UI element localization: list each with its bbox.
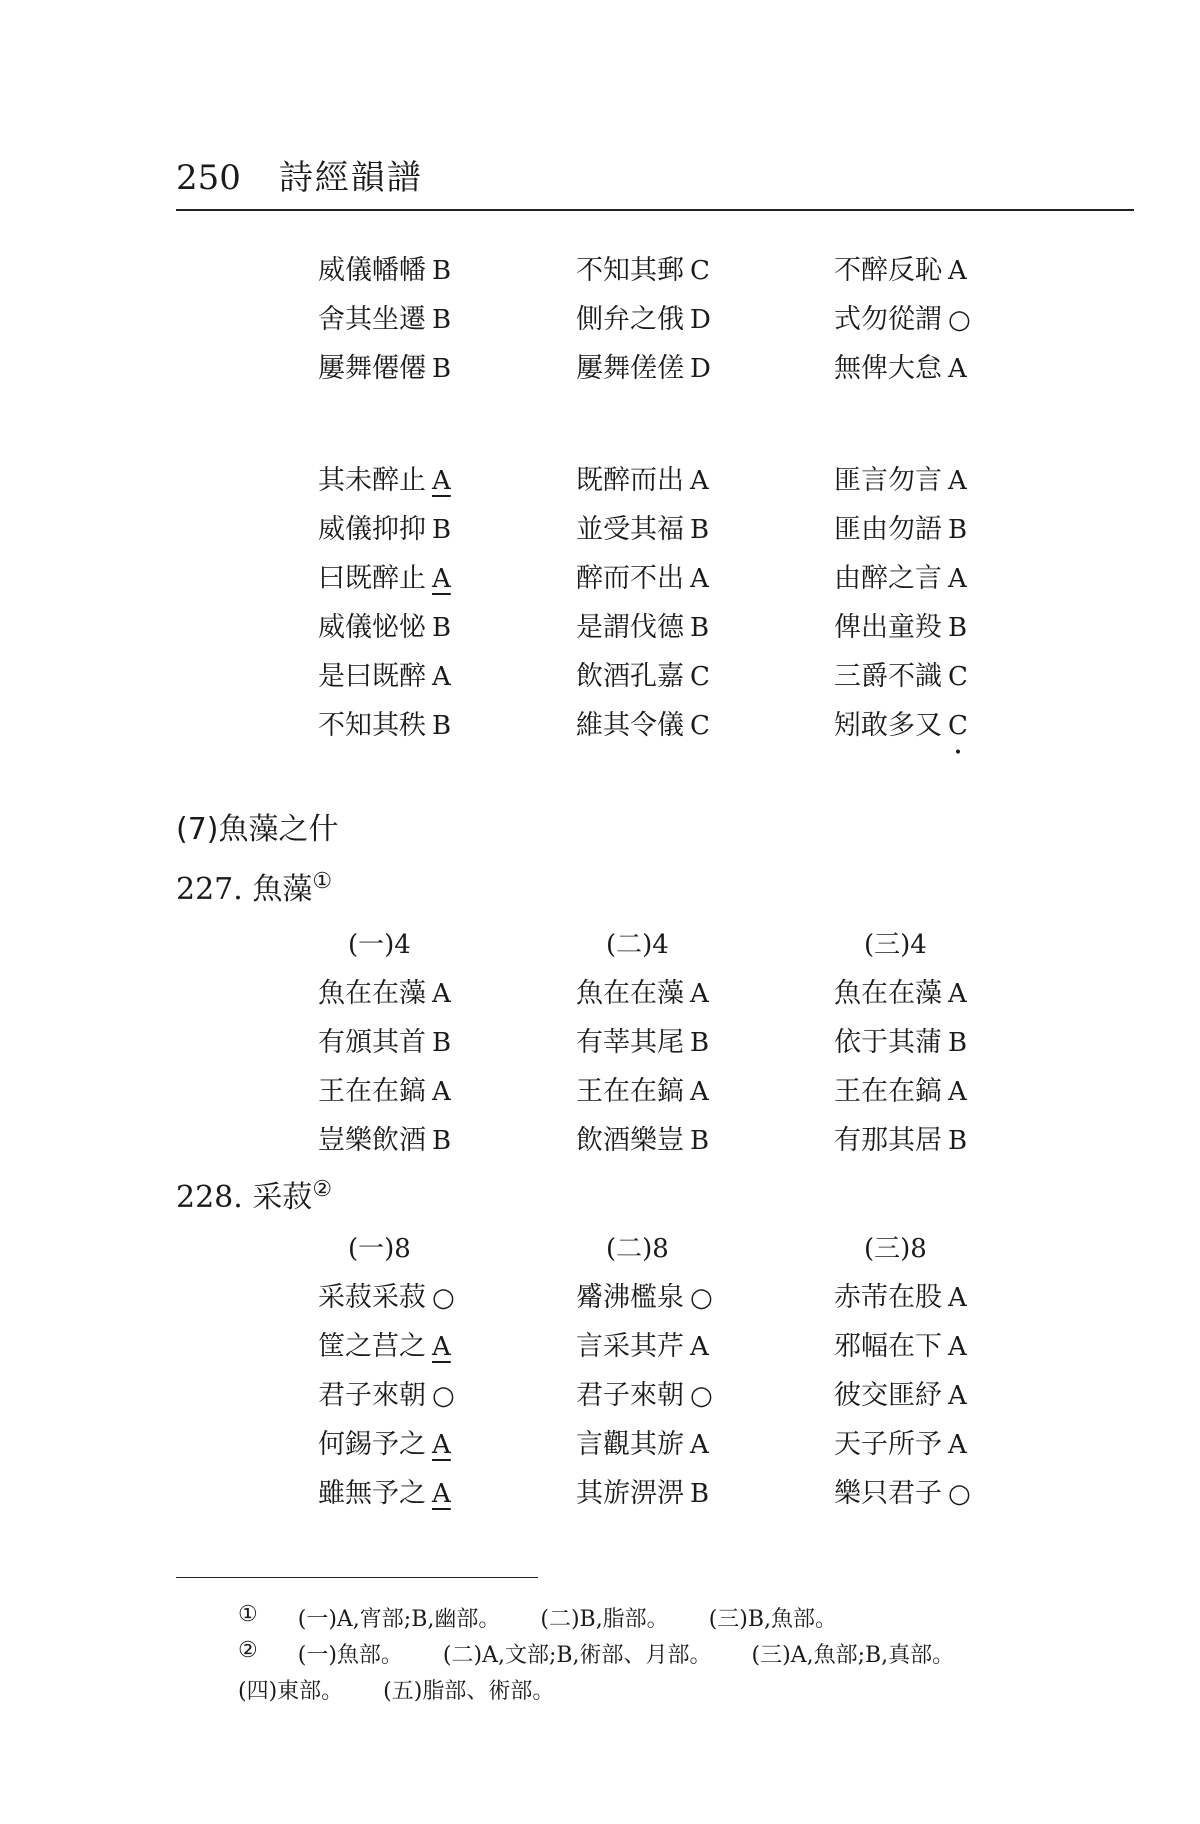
footnote-segment: (三)B,魚部。 xyxy=(708,1607,838,1632)
verse-row xyxy=(318,1064,1098,1113)
rhyme-group-label: A xyxy=(690,564,709,594)
verse-text: 是曰既醉 xyxy=(318,661,426,692)
verse-text: 天子所予 xyxy=(834,1429,942,1460)
rhyme-group-label: ○ xyxy=(690,1283,713,1313)
verse-text: 筐之莒之 xyxy=(318,1331,426,1362)
rhyme-group-label: A xyxy=(690,1332,709,1362)
poem-228-table xyxy=(318,1222,1098,1515)
page-number: 250 xyxy=(176,158,241,198)
verse-text: 其未醉止 xyxy=(318,465,426,496)
verse-text: 魚在在藻 xyxy=(318,978,426,1009)
verse-text: 豈樂飲酒 xyxy=(318,1125,426,1156)
verse-row xyxy=(318,453,1098,502)
rhyme-group-label: ○ xyxy=(948,1479,971,1509)
verse-text: 威儀抑抑 xyxy=(318,514,426,545)
verse-text: 不知其郵 xyxy=(576,255,684,286)
stanza-header: (三)4 xyxy=(864,929,927,960)
poem-227-note-mark: ① xyxy=(312,869,333,894)
rhyme-group-label: A xyxy=(948,564,967,594)
verse-text: 樂只君子 xyxy=(834,1478,942,1509)
verse-line xyxy=(834,346,1092,385)
rhyme-group-label: B xyxy=(432,1126,452,1156)
rhyme-group-label: B xyxy=(432,613,452,643)
verse-text: 有莘其尾 xyxy=(576,1027,684,1058)
verse-row xyxy=(318,649,1098,698)
verse-line xyxy=(576,556,834,595)
footnote-segment: ① xyxy=(238,1602,258,1627)
verse-line xyxy=(318,556,576,595)
verse-row xyxy=(318,551,1098,600)
rhyme-group-label: A xyxy=(432,1479,451,1509)
verse-text: 屢舞僊僊 xyxy=(318,353,426,384)
verse-line xyxy=(318,703,576,742)
verse-text: 不知其秩 xyxy=(318,710,426,741)
verse-text: 俾出童羖 xyxy=(834,612,942,643)
verse-text: 匪由勿語 xyxy=(834,514,942,545)
verse-row xyxy=(318,1319,1098,1368)
rhyme-group-label: A xyxy=(432,1332,451,1362)
footnote-segment: (四)東部。 xyxy=(238,1679,344,1704)
rhyme-group-label: B xyxy=(948,613,968,643)
footnote-1 xyxy=(238,1602,994,1638)
footnote-segment: (五)脂部、術部。 xyxy=(383,1679,555,1704)
verse-text: 威儀怭怭 xyxy=(318,612,426,643)
rhyme-group-label: A xyxy=(432,1077,451,1107)
rhyme-group-label: B xyxy=(690,1126,710,1156)
stanza-header: (二)8 xyxy=(606,1233,669,1264)
rhyme-group-label: C xyxy=(948,662,968,692)
verse-text: 有那其居 xyxy=(834,1125,942,1156)
verse-text: 無俾大怠 xyxy=(834,353,942,384)
verse-text: 飲酒樂豈 xyxy=(576,1125,684,1156)
verse-row xyxy=(318,1466,1098,1515)
verse-line xyxy=(576,248,834,287)
verse-line xyxy=(834,1471,1092,1510)
verse-line xyxy=(834,297,1092,336)
verse-row xyxy=(318,698,1098,747)
verse-row xyxy=(318,1368,1098,1417)
verse-row xyxy=(318,1015,1098,1064)
rhyme-group-label: ○ xyxy=(432,1283,455,1313)
verse-line xyxy=(576,1471,834,1510)
rhyme-group-label: D xyxy=(690,354,711,384)
footnotes xyxy=(238,1602,994,1710)
stanza-header: (三)8 xyxy=(864,1233,927,1264)
rhyme-group-label: A xyxy=(948,979,967,1009)
verse-line xyxy=(834,248,1092,287)
rhyme-group-label: B xyxy=(432,711,452,741)
verse-text: 赤芾在股 xyxy=(834,1282,942,1313)
rhyme-group-label: A xyxy=(690,979,709,1009)
footnote-segment: (一)魚部。 xyxy=(297,1643,403,1668)
verse-line xyxy=(576,703,834,742)
rhyme-group-label: C xyxy=(690,256,710,286)
poem-title-227 xyxy=(176,864,332,908)
rhyme-group-label: B xyxy=(690,613,710,643)
verse-row xyxy=(318,243,1098,292)
poem-227-title: 227. 魚藻 xyxy=(176,872,313,907)
rhyme-group-label: A xyxy=(948,1283,967,1313)
verse-line xyxy=(318,654,576,693)
verse-line xyxy=(318,1324,576,1363)
verse-line xyxy=(576,1275,834,1314)
verse-text: 何錫予之 xyxy=(318,1429,426,1460)
page-header xyxy=(176,150,423,199)
verse-line xyxy=(576,1020,834,1059)
verse-text: 采菽采菽 xyxy=(318,1282,426,1313)
book-title: 詩經韻譜 xyxy=(278,158,423,198)
verse-text: 由醉之言 xyxy=(834,563,942,594)
verse-text: 舍其坐遷 xyxy=(318,304,426,335)
verse-text: 有頒其首 xyxy=(318,1027,426,1058)
poem-title-228 xyxy=(176,1172,332,1216)
poem-228-note-mark: ② xyxy=(312,1177,333,1202)
verse-line xyxy=(834,556,1092,595)
verse-text: 屢舞傞傞 xyxy=(576,353,684,384)
rhyme-block-2 xyxy=(318,453,1098,747)
footnote-segment: ② xyxy=(238,1638,258,1663)
rhyme-group-label: A xyxy=(690,1077,709,1107)
verse-line xyxy=(318,1471,576,1510)
verse-text: 矧敢多又 xyxy=(834,710,942,741)
footnote-segment: (二)B,脂部。 xyxy=(540,1607,669,1632)
verse-text: 觱沸檻泉 xyxy=(576,1282,684,1313)
verse-line xyxy=(576,1324,834,1363)
verse-text: 言觀其旂 xyxy=(576,1429,684,1460)
verse-line xyxy=(576,654,834,693)
verse-row xyxy=(318,292,1098,341)
rhyme-group-label: A xyxy=(948,256,967,286)
verse-line xyxy=(834,703,1092,742)
verse-line xyxy=(576,605,834,644)
verse-text: 醉而不出 xyxy=(576,563,684,594)
verse-row xyxy=(318,600,1098,649)
rhyme-group-label: B xyxy=(690,1028,710,1058)
verse-row xyxy=(318,1113,1098,1162)
verse-text: 式勿從謂 xyxy=(834,304,942,335)
rhyme-group-label: A xyxy=(948,1077,967,1107)
verse-text: 是謂伐德 xyxy=(576,612,684,643)
stanza-header: (一)4 xyxy=(348,929,411,960)
verse-text: 王在在鎬 xyxy=(318,1076,426,1107)
rhyme-group-label: B xyxy=(432,354,452,384)
rhyme-group-label: A xyxy=(432,662,451,692)
verse-text: 其旂淠淠 xyxy=(576,1478,684,1509)
rhyme-group-label: A xyxy=(948,1381,967,1411)
verse-text: 不醉反恥 xyxy=(834,255,942,286)
verse-row xyxy=(318,341,1098,390)
verse-row xyxy=(318,502,1098,551)
verse-text: 維其令儀 xyxy=(576,710,684,741)
rhyme-group-label: B xyxy=(948,515,968,545)
verse-line xyxy=(318,1275,576,1314)
footnote-2 xyxy=(238,1638,994,1674)
verse-text: 匪言勿言 xyxy=(834,465,942,496)
verse-line xyxy=(834,1118,1092,1157)
rhyme-group-label: A xyxy=(948,354,967,384)
footnote-segment: (一)A,宵部;B,幽部。 xyxy=(297,1607,501,1632)
rhyme-group-label: B xyxy=(948,1028,968,1058)
verse-line xyxy=(318,1020,576,1059)
verse-row xyxy=(318,1417,1098,1466)
verse-line xyxy=(834,1069,1092,1108)
rhyme-group-label: B xyxy=(690,1479,710,1509)
stanza-header: (一)8 xyxy=(348,1233,411,1264)
verse-text: 言采其芹 xyxy=(576,1331,684,1362)
rhyme-group-label: A xyxy=(948,1332,967,1362)
verse-line xyxy=(576,507,834,546)
verse-line xyxy=(318,971,576,1010)
verse-text: 側弁之俄 xyxy=(576,304,684,335)
verse-line xyxy=(834,654,1092,693)
verse-text: 飲酒孔嘉 xyxy=(576,661,684,692)
verse-row xyxy=(318,1270,1098,1319)
verse-line xyxy=(576,1069,834,1108)
rhyme-group-label: C xyxy=(690,711,710,741)
verse-text: 君子來朝 xyxy=(318,1380,426,1411)
rhyme-group-label: C xyxy=(690,662,710,692)
header-rule xyxy=(176,209,1134,211)
verse-line xyxy=(576,1422,834,1461)
verse-line xyxy=(576,1373,834,1412)
verse-line xyxy=(318,1069,576,1108)
rhyme-block-1 xyxy=(318,243,1098,390)
rhyme-group-label: ○ xyxy=(948,305,971,335)
footnote-segment: (二)A,文部;B,術部、月部。 xyxy=(442,1643,712,1668)
rhyme-group-label: D xyxy=(690,305,711,335)
verse-text: 威儀幡幡 xyxy=(318,255,426,286)
verse-line xyxy=(318,1422,576,1461)
verse-text: 魚在在藻 xyxy=(834,978,942,1009)
section-title: (7)魚藻之什 xyxy=(176,812,339,847)
verse-line xyxy=(318,507,576,546)
verse-line xyxy=(834,1373,1092,1412)
footnote-2-continued xyxy=(238,1674,994,1710)
footnote-rule xyxy=(176,1577,538,1578)
stanza-headers xyxy=(318,918,1098,966)
rhyme-group-label: A xyxy=(690,1430,709,1460)
rhyme-group-label: A xyxy=(432,466,451,496)
rhyme-group-label: A xyxy=(432,564,451,594)
verse-line xyxy=(576,971,834,1010)
rhyme-group-label: A xyxy=(432,1430,451,1460)
verse-line xyxy=(318,458,576,497)
verse-text: 依于其蒲 xyxy=(834,1027,942,1058)
verse-text: 君子來朝 xyxy=(576,1380,684,1411)
verse-line xyxy=(834,458,1092,497)
rhyme-group-label: A xyxy=(690,466,709,496)
stanza-headers xyxy=(318,1222,1098,1270)
verse-line xyxy=(576,458,834,497)
verse-line xyxy=(318,605,576,644)
verse-line xyxy=(834,1422,1092,1461)
rhyme-group-label: B xyxy=(432,515,452,545)
verse-text: 並受其福 xyxy=(576,514,684,545)
verse-line xyxy=(318,346,576,385)
verse-text: 曰既醉止 xyxy=(318,563,426,594)
rhyme-group-label: ○ xyxy=(690,1381,713,1411)
stanza-header: (二)4 xyxy=(606,929,669,960)
rhyme-group-label: B xyxy=(432,1028,452,1058)
verse-line xyxy=(318,1373,576,1412)
verse-line xyxy=(576,1118,834,1157)
verse-line xyxy=(318,297,576,336)
verse-text: 彼交匪紓 xyxy=(834,1380,942,1411)
verse-line xyxy=(318,248,576,287)
rhyme-group-label: C • xyxy=(948,711,968,741)
verse-line xyxy=(834,605,1092,644)
rhyme-group-label: B xyxy=(690,515,710,545)
rhyme-group-label: A xyxy=(948,466,967,496)
rhyme-group-label: A xyxy=(432,979,451,1009)
rhyme-group-label: ○ xyxy=(432,1381,455,1411)
verse-text: 魚在在藻 xyxy=(576,978,684,1009)
poem-228-title: 228. 采菽 xyxy=(176,1180,313,1215)
poem-227-table xyxy=(318,918,1098,1162)
verse-text: 邪幅在下 xyxy=(834,1331,942,1362)
verse-text: 三爵不識 xyxy=(834,661,942,692)
verse-line xyxy=(834,1020,1092,1059)
verse-line xyxy=(576,297,834,336)
footnote-segment: (三)A,魚部;B,真部。 xyxy=(751,1643,955,1668)
verse-line xyxy=(576,346,834,385)
verse-row xyxy=(318,966,1098,1015)
rhyme-group-label: B xyxy=(432,305,452,335)
verse-line xyxy=(834,1275,1092,1314)
verse-text: 雖無予之 xyxy=(318,1478,426,1509)
rhyme-group-label: B xyxy=(432,256,452,286)
verse-line xyxy=(834,971,1092,1010)
verse-line xyxy=(834,507,1092,546)
verse-line xyxy=(318,1118,576,1157)
verse-text: 王在在鎬 xyxy=(834,1076,942,1107)
rhyme-group-label: A xyxy=(948,1430,967,1460)
rhyme-group-label: B xyxy=(948,1126,968,1156)
verse-line xyxy=(834,1324,1092,1363)
verse-text: 既醉而出 xyxy=(576,465,684,496)
verse-text: 王在在鎬 xyxy=(576,1076,684,1107)
